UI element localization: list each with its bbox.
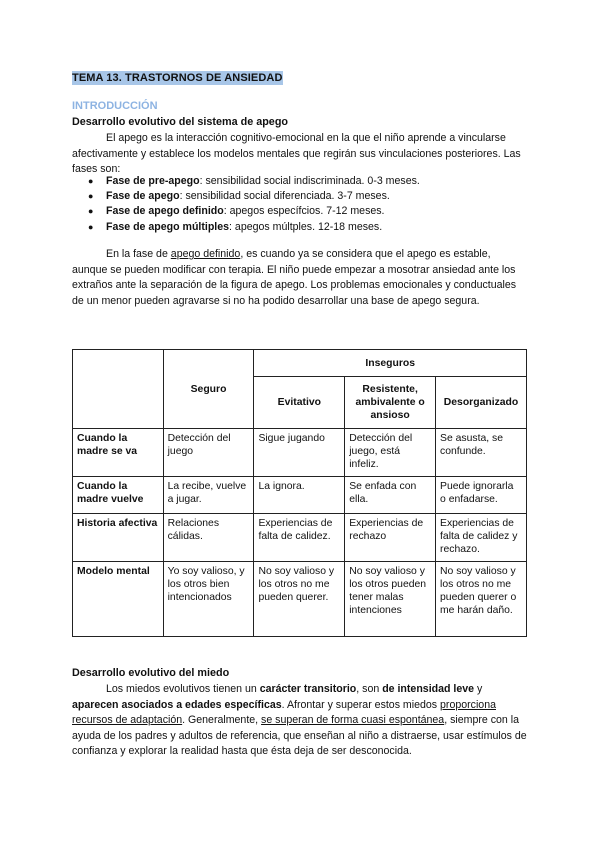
table-cell: Detección del juego — [163, 429, 254, 477]
header-seguro: Seguro — [163, 350, 254, 429]
table-cell: Puede ignorarla o enfadarse. — [436, 477, 527, 514]
table-cell: Experiencias de falta de calidez y rechazo. — [436, 514, 527, 562]
attachment-heading: Desarrollo evolutivo del sistema de apego — [72, 116, 289, 128]
header-desorganizado: Desorganizado — [436, 377, 527, 429]
table-cell: No soy valioso y los otros no me pueden querer. — [254, 562, 345, 637]
table-cell: La ignora. — [254, 477, 345, 514]
table-cell: La recibe, vuelve a jugar. — [163, 477, 254, 514]
header-inseguros: Inseguros — [254, 350, 527, 377]
table-cell: Se asusta, se confunde. — [436, 429, 527, 477]
table-row — [73, 562, 527, 637]
phase-list — [72, 174, 420, 235]
table-cell: No soy valioso y los otros no me pueden querer o me harán daño. — [436, 562, 527, 637]
table-cell: Detección del juego, está infeliz. — [345, 429, 436, 477]
table-cell: Se enfada con ella. — [345, 477, 436, 514]
apego-definido-link: apego definido — [170, 248, 241, 260]
header-evitativo: Evitativo — [254, 377, 345, 429]
row-label: Cuando la madre se va — [73, 429, 164, 477]
list-item: ● Fase de apego definido: apegos específcios. 7-12 meses. — [72, 204, 420, 219]
table-row — [73, 514, 527, 562]
table-cell: Yo soy valioso, y los otros bien intencionados — [163, 562, 254, 637]
header-resistente: Resistente, ambivalente o ansioso — [345, 377, 436, 429]
table-cell: Relaciones cálidas. — [163, 514, 254, 562]
table-row — [73, 477, 527, 514]
row-label: Cuando la madre vuelve — [73, 477, 164, 514]
fear-heading: Desarrollo evolutivo del miedo — [72, 667, 230, 679]
attachment-paragraph-1: El apego es la interacción cognitivo-emocional en la que el niño aprende a vincularse afectivamente y establece los modelos mentales que regirán sus vinculaciones posteriores. Las fases son: — [72, 132, 521, 175]
table-cell: Experiencias de rechazo — [345, 514, 436, 562]
fear-paragraph: Los miedos evolutivos tienen un carácter transitorio, son de intensidad leve y aparecen asociados a edades específicas. Afrontar y superar estos miedos proporciona recursos de adaptación. Generalmente, se superan de forma cuasi espontánea, siempre con la ayuda de los padres y adultos de referencia, que enseñan al niño a distraerse, usar estímulos de confianza y explorar la realidad hasta que ésta deja de ser desconocida. — [72, 683, 527, 757]
table-cell: No soy valioso y los otros pueden tener malas intenciones — [345, 562, 436, 637]
page-title: TEMA 13. TRASTORNOS DE ANSIEDAD — [72, 72, 283, 84]
row-label: Historia afectiva — [73, 514, 164, 562]
attachment-paragraph-2: En la fase de apego definido, es cuando ya se considera que el apego es estable, aunque se pueden modificar con terapia. El niño puede empezar a mosotrar ansiedad ante los extraños ante la separación de la figura de apego. Los problemas emocionales y conductuales de un menor pueden agravarse si no ha podido desarrollar una base de apego segura. — [72, 248, 517, 307]
intro-heading: INTRODUCCIÓN — [72, 100, 158, 112]
list-item: ● Fase de pre-apego: sensibilidad social indiscriminada. 0-3 meses. — [72, 174, 420, 189]
table-corner — [73, 350, 164, 429]
attachment-table — [72, 349, 527, 637]
row-label: Modelo mental — [73, 562, 164, 637]
table-cell: Sigue jugando — [254, 429, 345, 477]
table-row — [73, 429, 527, 477]
list-item: ● Fase de apego múltiples: apegos múltples. 12-18 meses. — [72, 220, 420, 235]
table-cell: Experiencias de falta de calidez. — [254, 514, 345, 562]
list-item: ● Fase de apego: sensibilidad social diferenciada. 3-7 meses. — [72, 189, 420, 204]
